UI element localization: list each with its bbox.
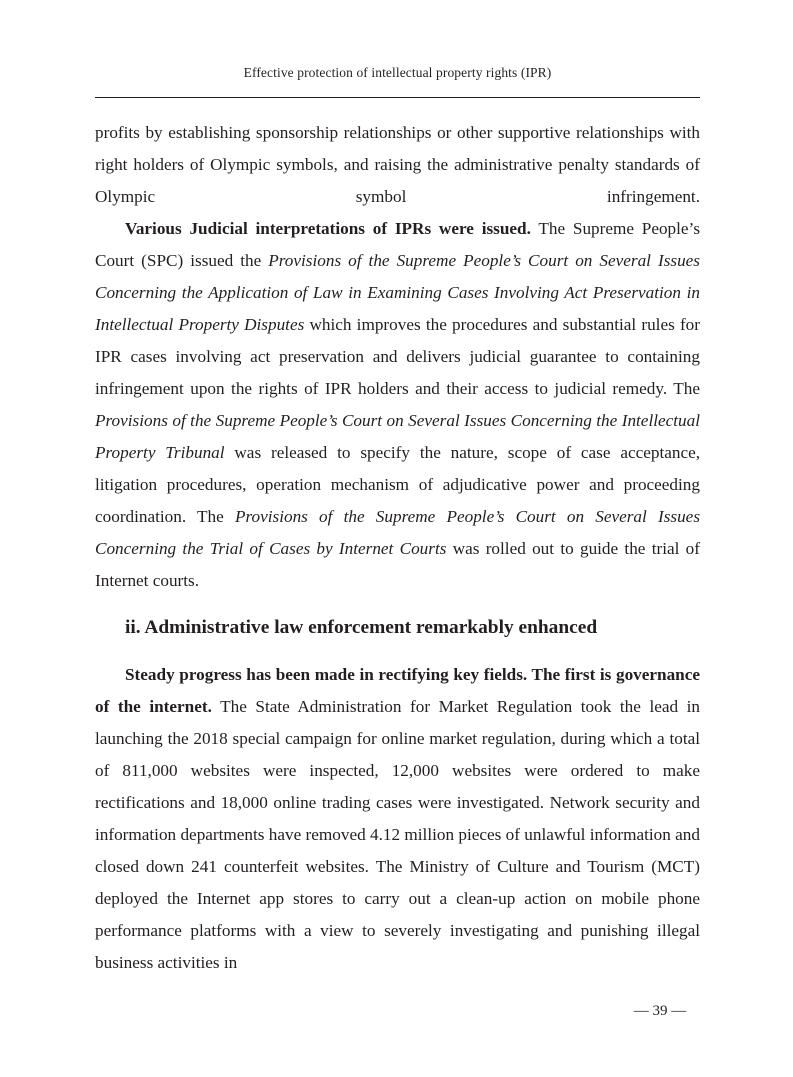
header-rule (95, 97, 700, 98)
paragraph-text: which improves the procedures and substantial rules for IPR cases involving act preservation and delivers judicial guarantee to containing infringement upon the rights of IPR holders and their access to judicial remedy. The (95, 315, 700, 398)
paragraph-olympic-symbols: profits by establishing sponsorship relationships or other supportive relationships with right holders of Olympic symbols, and raising the administrative penalty standards of Olympic symbol infringement. (95, 123, 700, 206)
section-heading: ii. Administrative law enforcement remarkably enhanced (125, 617, 598, 638)
paragraph-text: was rolled out to guide the trial of Internet courts. (95, 539, 700, 590)
paragraph-text: The Supreme People’s Court (SPC) issued the (95, 219, 701, 270)
paragraph-lead-judicial: Various Judicial interpretations of IPRs were issued. (125, 219, 531, 238)
document-title-internet-courts: Provisions of the Supreme People’s Court on Several Issues Concerning the Trial of Cases by Internet Courts (95, 507, 701, 558)
paragraph-key-fields (95, 659, 700, 979)
paragraph-text: The State Administration for Market Regulation took the lead in launching the 2018 special campaign for online market regulation, during which a total of 811,000 websites were inspected, 12,000 websites were ordered to make rectifications and 18,000 online trading cases were investigated. Network security and information departments have removed 4.12 million pieces of unlawful information and closed down 241 counterfeit websites. The Ministry of Culture and Tourism (MCT) deployed the Internet app stores to carry out a clean-up action on mobile phone performance platforms with a view to severely investigating and punishing illegal business activities in (95, 697, 700, 972)
page-body (95, 117, 700, 979)
paragraph-judicial-interpretations (95, 213, 700, 597)
paragraph-lead-key-fields: Steady progress has been made in rectifying key fields. The first is governance of the internet. (95, 665, 700, 716)
running-header: Effective protection of intellectual property rights (IPR) (243, 65, 552, 80)
document-title-act-preservation: Provisions of the Supreme People’s Court on Several Issues Concerning the Application of Law in Examining Cases Involving Act Preservation in Intellectual Property Disputes (95, 251, 700, 334)
document-title-ip-tribunal: Provisions of the Supreme People’s Court on Several Issues Concerning the Intellectual Property Tribunal (95, 411, 700, 462)
page-number: — 39 — (633, 1003, 687, 1019)
paragraph-text: was released to specify the nature, scope of case acceptance, litigation procedures, operation mechanism of adjudicative power and proceeding coordination. The (95, 443, 701, 526)
